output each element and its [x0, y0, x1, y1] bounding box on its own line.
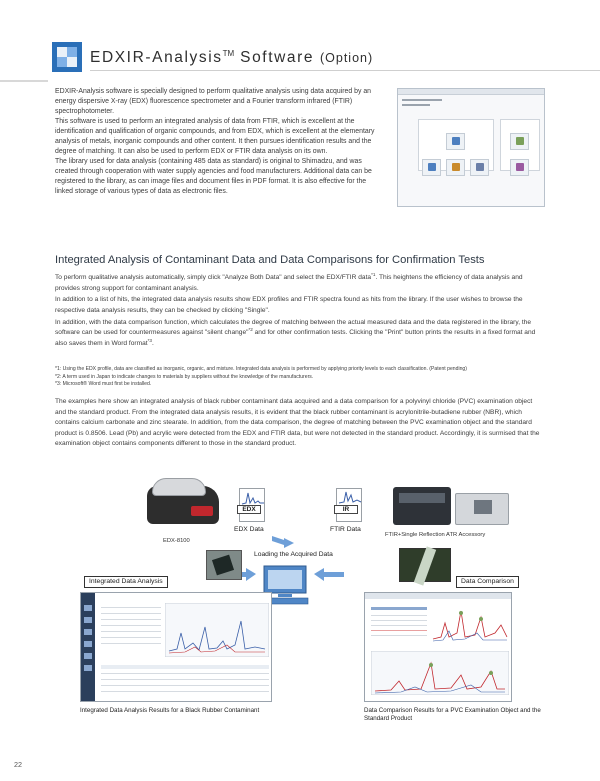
title-divider — [90, 70, 600, 71]
example-paragraph: The examples here show an integrated analysis of black rubber contaminant data acquired and a data comparison for a polyvinyl chloride (PVC) examination object and the standard product. From the integrated data analysis results, it is evident that the black rubber contaminant is acrylonitrile-butadiene rubber (NBR), which contains calcium carbonate and zinc stearate. In addition, from the data comparison, the degree of matching between the PVC examination object and the standard product is 0.8506. Lead (Pb) and acrylic were detected from the EDX and FTIR data, but were not detected in the standard product. Accordingly, it is surmised that the examination object contains components different to those in the standard product. — [55, 398, 540, 447]
page-number: 22 — [14, 760, 22, 769]
down-left-arrow-icon — [272, 536, 294, 548]
footnote: *1: Using the EDX profile, data are classified as inorganic, organic, and mixture. Integrated data analysis is performed by applying priority levels to each classification. (Patent pending) — [55, 366, 467, 372]
edx-instrument-label: EDX-8100 — [163, 538, 190, 544]
section-body — [55, 273, 545, 350]
loading-label: Loading the Acquired Data — [254, 551, 333, 558]
integrated-analysis-label: Integrated Data Analysis — [84, 576, 168, 588]
intro-text — [55, 87, 385, 196]
integrated-results-screenshot — [80, 592, 272, 702]
right-arrow-icon — [314, 568, 344, 581]
integrated-results-caption: Integrated Data Analysis Results for a Black Rubber Contaminant — [80, 707, 260, 714]
ftir-data-label: FTIR Data — [330, 526, 361, 533]
ftir-data-file-icon: IR — [336, 488, 362, 522]
section-paragraph: In addition to a list of hits, the integrated data analysis results show EDX profiles and FTIR spectra found as hits from the library. If the user wishes to browse the respective data analysis results, they can be checked by clicking "Single". — [55, 296, 523, 314]
edx-data-label: EDX Data — [234, 526, 264, 533]
side-divider — [0, 80, 48, 82]
section-heading: Integrated Analysis of Contaminant Data and Data Comparisons for Confirmation Tests — [55, 254, 485, 266]
software-screenshot — [397, 88, 545, 207]
footnote: *2: A term used in Japan to indicate changes to materials by suppliers without the knowledge of the manufacturers. — [55, 373, 314, 380]
computer-icon — [264, 566, 306, 593]
ftir-instrument-image — [393, 483, 511, 528]
comparison-results-caption: Data Comparison Results for a PVC Examination Object and the Standard Product — [364, 707, 541, 722]
ftir-instrument-label: FTIR+Single Reflection ATR Accessory — [385, 532, 486, 538]
section-paragraph: In addition, with the data comparison function, which calculates the degree of matching between the actual measured data and the data registered in the library, the software can be used for countermeasures against "silent change"$^{*2}$ and for other confirmation tests. Clicking the "Print" button prints the results in a fixed format and also saves them in Word format$^{*3}$. — [55, 318, 536, 347]
edx-ir-logo-icon — [52, 42, 82, 72]
edx-data-file-icon: EDX — [239, 488, 265, 522]
comparison-results-screenshot — [364, 592, 512, 702]
intro-paragraph: The library used for data analysis (containing 485 data as standard) is original to Shimadzu, and was created through cooperation with water supply agencies and food manufacturers. Additional data can be registered to the library, as can image files and document files in PDF format. It is also effective for the linked storage of various types of data as electronic files. — [55, 157, 372, 195]
page-title: EDXIR-Analysis™ Software (Option) — [90, 49, 374, 66]
footnotes — [55, 366, 545, 389]
data-comparison-label: Data Comparison — [456, 576, 519, 588]
section-paragraph: To perform qualitative analysis automatically, simply click "Analyze Both Data" and select the EDX/FTIR data$^{*1}$. This heightens the efficiency of data analysis and provides strong support for contaminant analysis. — [55, 271, 523, 292]
intro-paragraph: EDXIR-Analysis software is specially designed to perform qualitative analysis using data acquired by an energy dispersive X-ray (EDX) fluorescence spectrometer and a Fourier transform infrared (FTIR) spectrophotometer. — [55, 88, 371, 115]
title-bar — [52, 42, 600, 76]
edx-instrument-image — [147, 478, 219, 532]
intro-paragraph: This software is used to perform an integrated analysis of data from FTIR, which is excellent at the identification and qualification of organic compounds, and from EDX, which is excellent at the elementary analysis of metals, inorganic compounds and other content. It then pursues identification results and the degree of matching. It can also be used to perform EDX or FTIR data analysis on its own. — [55, 117, 375, 155]
black-rubber-sample-image — [206, 550, 242, 580]
footnote: *3: Microsoft® Word must first be installed. — [55, 381, 152, 388]
pvc-sample-image — [399, 548, 451, 582]
